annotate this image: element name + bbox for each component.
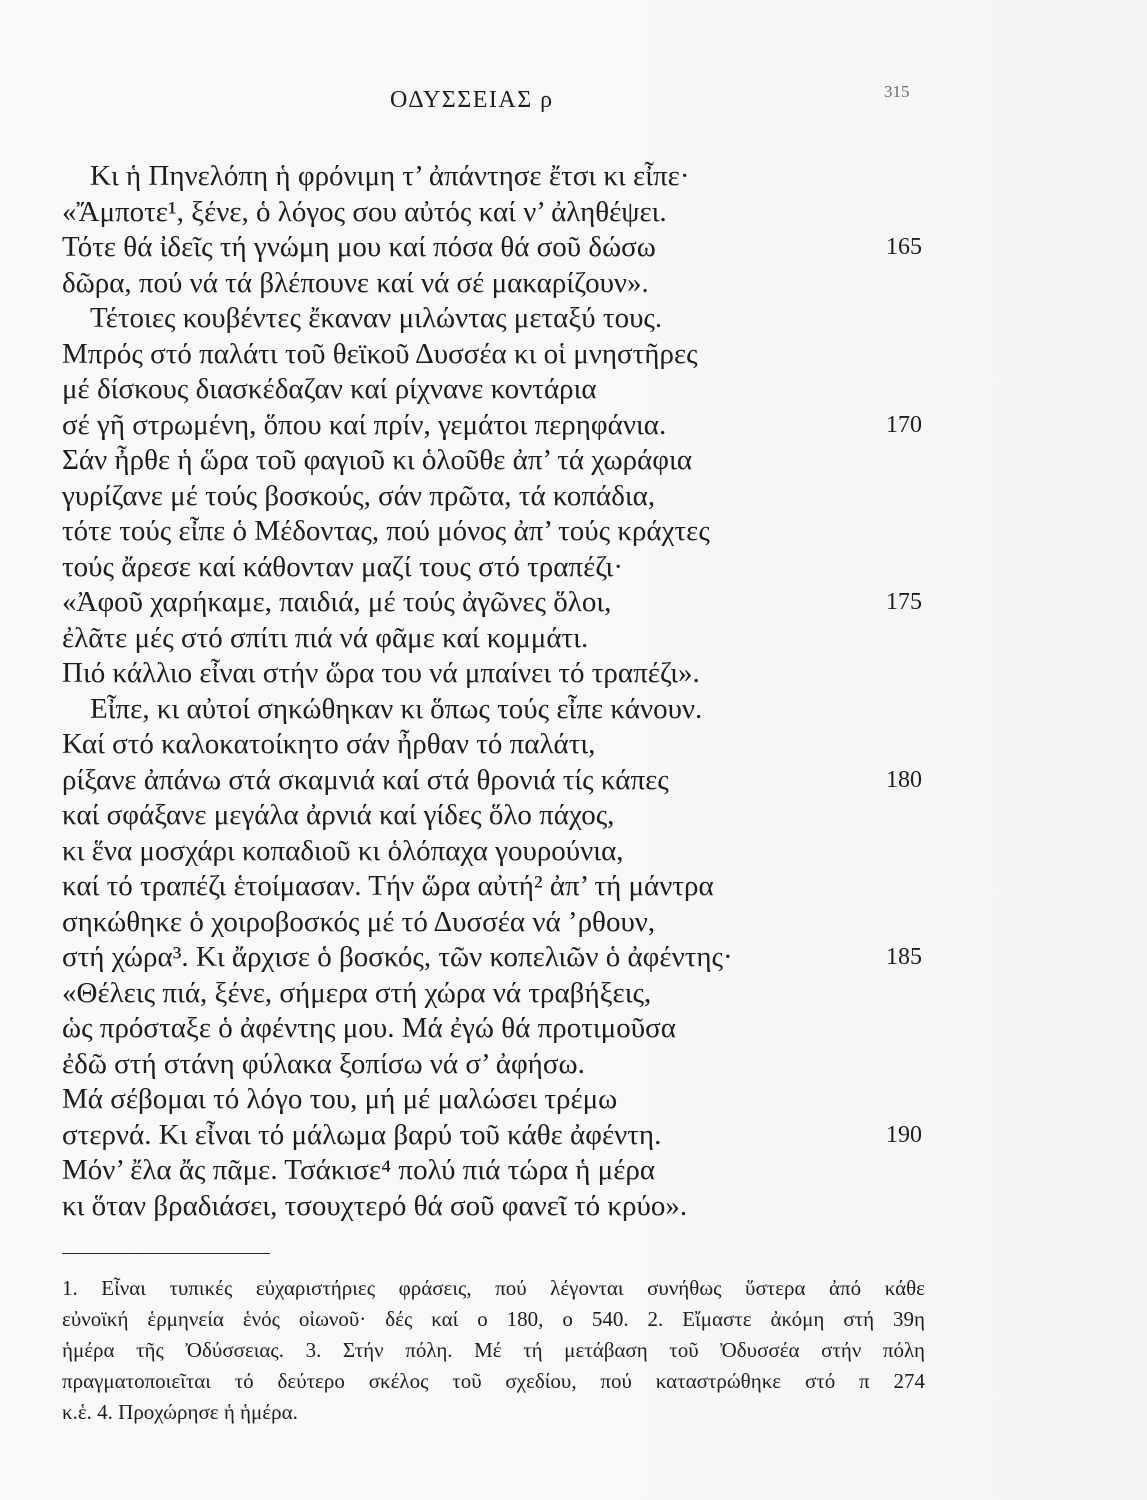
footnote-line: εὐνοϊκή ἑρμηνεία ἑνός οἰωνοῦ· δές καί ο 180, ο 540. 2. Εἴμαστε ἀκόμη στή 39η bbox=[62, 1307, 925, 1331]
verse-line bbox=[62, 976, 922, 1012]
verse-text: Κι ἡ Πηνελόπη ἡ φρόνιμη τ’ ἀπάντησε ἔτσι κι εἶπε· bbox=[90, 160, 690, 192]
verse-line bbox=[62, 905, 922, 941]
verse-line bbox=[62, 763, 922, 799]
verse-text: γυρίζανε μέ τούς βοσκούς, σάν πρῶτα, τά κοπάδια, bbox=[62, 479, 656, 512]
verse-line bbox=[62, 301, 922, 337]
line-number: 180 bbox=[886, 766, 922, 793]
footnote-line: 1. Εἶναι τυπικές εὐχαριστήριες φράσεις, πού λέγονται συνήθως ὕστερα ἀπό κάθε bbox=[62, 1276, 925, 1300]
verse-text: Εἶπε, κι αὐτοί σηκώθηκαν κι ὅπως τούς εἶπε κάνουν. bbox=[90, 692, 703, 725]
verse-line bbox=[62, 408, 922, 444]
verse-line bbox=[62, 1118, 922, 1154]
verse-text: ἐδῶ στή στάνη φύλακα ξοπίσω νά σ’ ἀφήσω. bbox=[62, 1047, 585, 1080]
verse-text: Τότε θά ἰδεῖς τή γνώμη μου καί πόσα θά σοῦ δώσω bbox=[62, 231, 656, 263]
verse-line bbox=[62, 195, 922, 231]
verse-line bbox=[62, 372, 922, 408]
verse-text: καί τό τραπέζι ἑτοίμασαν. Τήν ὥρα αὐτή² ἀπ’ τή μάντρα bbox=[62, 870, 714, 902]
verse-line bbox=[62, 1153, 922, 1189]
footnote-line: πραγματοποιεῖται τό δεύτερο σκέλος τοῦ σχεδίου, πού καταστρώθηκε στό π 274 bbox=[62, 1369, 925, 1393]
verse-line bbox=[62, 550, 922, 586]
verse-text: σηκώθηκε ὁ χοιροβοσκός μέ τό Δυσσέα νά ’ρθουν, bbox=[62, 905, 656, 938]
verse-line bbox=[62, 869, 922, 905]
verse-line bbox=[62, 585, 922, 621]
verse-line bbox=[62, 1011, 922, 1047]
verse-line bbox=[62, 940, 922, 976]
verse-line bbox=[62, 656, 922, 692]
verse-text: μέ δίσκους διασκέδαζαν καί ρίχνανε κοντάρια bbox=[62, 373, 597, 405]
verse-text: τούς ἄρεσε καί κάθονταν μαζί τους στό τραπέζι· bbox=[62, 550, 623, 583]
verse-line bbox=[62, 230, 922, 266]
verse-line bbox=[62, 621, 922, 657]
verse-text: σέ γῆ στρωμένη, ὅπου καί πρίν, γεμάτοι περηφάνια. bbox=[62, 408, 667, 441]
verse-text: Τέτοιες κουβέντες ἔκαναν μιλώντας μεταξύ τους. bbox=[90, 302, 663, 334]
verse-text: Μπρός στό παλάτι τοῦ θεϊκοῦ Δυσσέα κι οἱ μνηστῆρες bbox=[62, 337, 698, 370]
verse-line bbox=[62, 159, 922, 195]
verse-line bbox=[62, 337, 922, 373]
line-number: 185 bbox=[886, 944, 922, 970]
verse-text: στερνά. Κι εἶναι τό μάλωμα βαρύ τοῦ κάθε ἀφέντη. bbox=[62, 1118, 662, 1151]
verse-line bbox=[62, 1047, 922, 1083]
line-number: 175 bbox=[886, 589, 922, 615]
verse-text: Σάν ἦρθε ἡ ὥρα τοῦ φαγιοῦ κι ὁλοῦθε ἀπ’ τά χωράφια bbox=[62, 444, 693, 476]
verse-line bbox=[62, 727, 922, 763]
verse-text: ὡς πρόσταξε ὁ ἀφέντης μου. Μά ἐγώ θά προτιμοῦσα bbox=[62, 1012, 676, 1044]
verse-line bbox=[62, 1189, 922, 1225]
verse-text: στή χώρα³. Κι ἄρχισε ὁ βοσκός, τῶν κοπελιῶν ὁ ἀφέντης· bbox=[62, 941, 733, 973]
verse-text: «Θέλεις πιά, ξένε, σήμερα στή χώρα νά τραβήξεις, bbox=[62, 976, 652, 1009]
verse-text: δῶρα, πού νά τά βλέπουνε καί νά σέ μακαρίζουν». bbox=[62, 266, 649, 299]
line-number: 165 bbox=[886, 234, 922, 260]
line-number: 170 bbox=[886, 411, 922, 438]
verse-line bbox=[62, 1082, 922, 1118]
verse-line bbox=[62, 834, 922, 870]
verse-text: Πιό κάλλιο εἶναι στήν ὥρα του νά μπαίνει τό τραπέζι». bbox=[62, 657, 700, 689]
verse-line bbox=[62, 266, 922, 302]
verse-block bbox=[62, 159, 922, 1224]
verse-text: ρίξανε ἀπάνω στά σκαμνιά καί στά θρονιά τίς κάπες bbox=[62, 763, 669, 796]
verse-line bbox=[62, 514, 922, 550]
footnote-rule bbox=[62, 1253, 270, 1254]
line-number: 190 bbox=[886, 1121, 922, 1148]
verse-line bbox=[62, 443, 922, 479]
verse-text: Μόν’ ἔλα ἄς πᾶμε. Τσάκισε⁴ πολύ πιά τώρα ἡ μέρα bbox=[62, 1154, 656, 1186]
running-head-title: ΟΔΥΣΣΕΙΑΣ ρ bbox=[390, 87, 554, 113]
verse-text: τότε τούς εἶπε ὁ Μέδοντας, πού μόνος ἀπ’ τούς κράχτες bbox=[62, 515, 710, 547]
page-number: 315 bbox=[884, 82, 910, 101]
verse-line bbox=[62, 798, 922, 834]
verse-text: Μά σέβομαι τό λόγο του, μή μέ μαλώσει τρέμω bbox=[62, 1083, 618, 1115]
verse-text: «Ἄμποτε¹, ξένε, ὁ λόγος σου αὐτός καί ν’ ἀληθέψει. bbox=[62, 195, 667, 228]
verse-text: ἐλᾶτε μές στό σπίτι πιά νά φᾶμε καί κομμάτι. bbox=[62, 621, 589, 654]
verse-text: Καί στό καλοκατοίκητο σάν ἦρθαν τό παλάτι, bbox=[62, 728, 596, 760]
footnote-line: ἡμέρα τῆς Ὀδύσσειας. 3. Στήν πόλη. Μέ τή μετάβαση τοῦ Ὀδυσσέα στήν πόλη bbox=[62, 1338, 925, 1362]
verse-text: κι ἕνα μοσχάρι κοπαδιοῦ κι ὁλόπαχα γουρούνια, bbox=[62, 834, 624, 867]
verse-text: «Ἀφοῦ χαρήκαμε, παιδιά, μέ τούς ἀγῶνες ὅλοι, bbox=[62, 586, 612, 618]
footnotes-block bbox=[62, 1273, 925, 1428]
verse-line bbox=[62, 692, 922, 728]
footnote-line: κ.ἑ. 4. Προχώρησε ἡ ἡμέρα. bbox=[62, 1400, 298, 1424]
verse-text: κι ὅταν βραδιάσει, τσουχτερό θά σοῦ φανεῖ τό κρύο». bbox=[62, 1189, 688, 1222]
verse-line bbox=[62, 479, 922, 515]
verse-text: καί σφάξανε μεγάλα ἀρνιά καί γίδες ὅλο πάχος, bbox=[62, 799, 615, 831]
